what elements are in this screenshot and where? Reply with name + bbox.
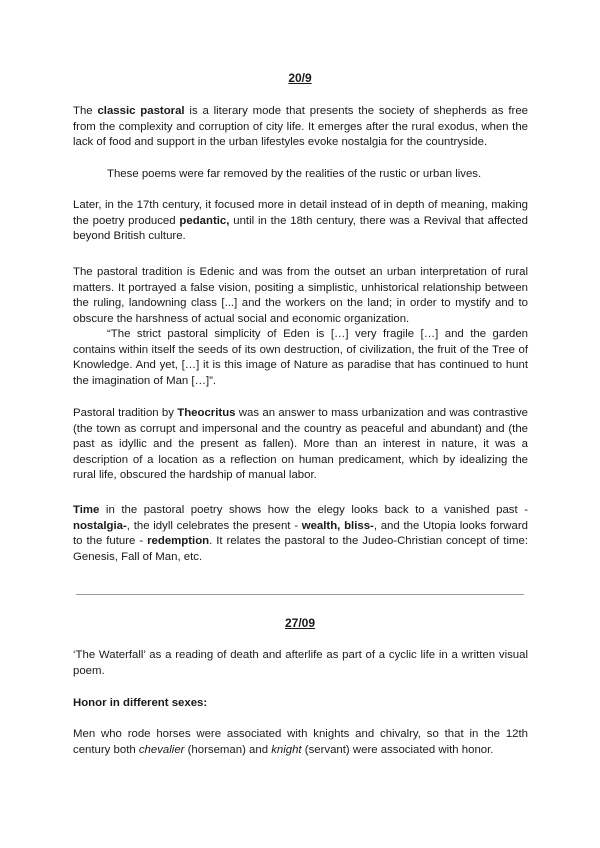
- paragraph-waterfall: ‘The Waterfall’ as a reading of death and afterlife as part of a cyclic life in a written visual poem.: [73, 649, 528, 677]
- paragraph-poems-removed: These poems were far removed by the realities of the rustic or urban lives.: [107, 168, 482, 180]
- subheading-honor: Honor in different sexes:: [73, 697, 208, 709]
- section-heading-date-2: 27/09: [284, 616, 316, 630]
- paragraph-honor: Men who rode horses were associated with knights and chivalry, so that in the 12th century both chevalier (horseman) and knight (servant) were associated with honor.: [73, 728, 528, 756]
- quote-eden: “The strict pastoral simplicity of Eden is […] very fragile […] and the garden contains within itself the seeds of its own destruction, of civilization, the fruit of the Tree of Knowledge. And yet, […] it is this image of Nature as paradise that has continued to hunt the imagination of Man […]”.: [73, 328, 528, 387]
- paragraph-17th-century: Later, in the 17th century, it focused more in detail instead of in depth of meaning, making the poetry produced pedantic, until in the 18th century, there was a Revival that affected beyond British culture.: [73, 199, 528, 243]
- section-heading-date: 20/9: [288, 71, 312, 85]
- paragraph-classic-pastoral: The classic pastoral is a literary mode that presents the society of shepherds as free from the complexity and corruption of city life. It emerges after the rural exodus, when the lack of food and support in the urban lifestyles evoke nostalgia for the countryside.: [73, 105, 528, 149]
- section-divider: [76, 594, 524, 595]
- paragraph-edenic-tradition: The pastoral tradition is Edenic and was from the outset an urban interpretation of rural matters. It portrayed a false vision, positing a simplistic, unhistorical relationship between the ruling, landowning class [...] and the workers on the land; in order to mystify and to obscure the harshness of actual social and economic organization.: [73, 266, 528, 325]
- paragraph-time: Time in the pastoral poetry shows how the elegy looks back to a vanished past - nostalgia-, the idyll celebrates the present - wealth, bliss-, and the Utopia looks forward to the future - redemption. It relates the pastoral to the Judeo-Christian concept of time: Genesis, Fall of Man, etc.: [73, 504, 528, 563]
- paragraph-theocritus: Pastoral tradition by Theocritus was an answer to mass urbanization and was contrastive (the town as corrupt and impersonal and the country as peaceful and abundant) and (the past as idyllic and the present as fallen). More than an interest in nature, it was a description of a location as a reflection on human predicament, which by idealizing the rural life, obscured the hardship of manual labor.: [73, 407, 528, 482]
